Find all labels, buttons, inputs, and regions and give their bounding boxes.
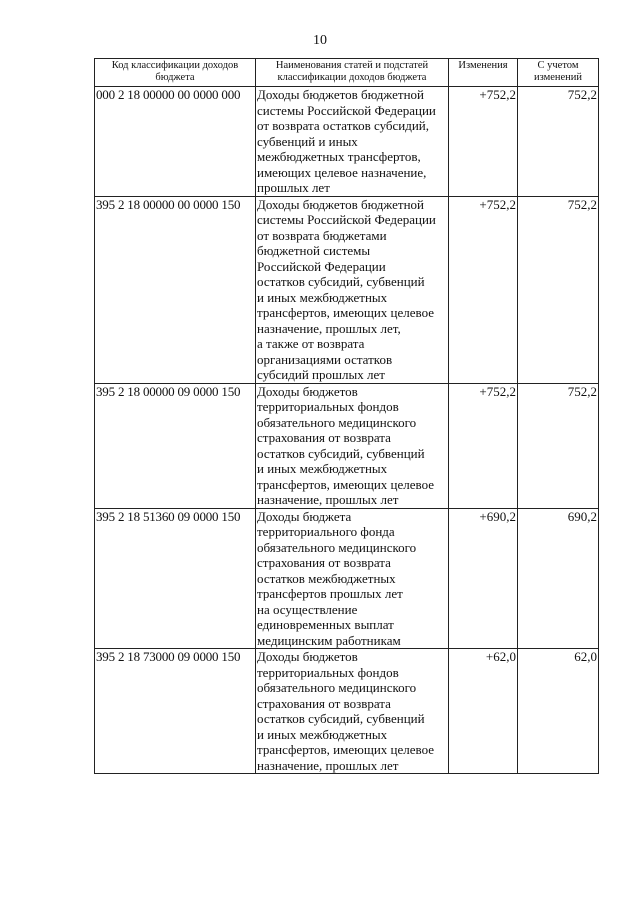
header-name: Наименования статей и подстатей классификации доходов бюджета (256, 59, 449, 87)
row-change: +752,2 (449, 87, 518, 197)
page-number: 10 (313, 33, 327, 48)
row-name-line: назначение, прошлых лет (257, 492, 399, 507)
row-name (256, 87, 449, 197)
row-name-line: страхования от возврата (257, 430, 391, 445)
row-code: 395 2 18 73000 09 0000 150 (95, 649, 256, 774)
row-total: 690,2 (518, 508, 599, 649)
row-total: 752,2 (518, 87, 599, 197)
row-name-line: и иных межбюджетных (257, 289, 388, 305)
row-change: +752,2 (449, 383, 518, 508)
row-name-line: территориальных фондов (257, 399, 399, 414)
row-name-line: Доходы бюджетов бюджетной (257, 196, 424, 212)
row-name (256, 196, 449, 383)
row-name-line: а также от возврата (257, 336, 365, 351)
row-name-line: назначение, прошлых лет, (257, 320, 401, 336)
row-code: 395 2 18 00000 09 0000 150 (95, 383, 256, 508)
row-change: +752,2 (449, 196, 518, 383)
row-name-line: остатков субсидий, субвенций (257, 445, 425, 461)
row-name-line: субвенций и иных (257, 133, 358, 149)
row-name-line: обязательного медицинского (257, 539, 417, 555)
row-name-line: организациями остатков (257, 351, 393, 367)
row-name-line: прошлых лет (257, 180, 330, 195)
row-name-line: от возврата бюджетами (257, 227, 387, 243)
row-name-line: бюджетной системы (257, 243, 371, 258)
row-code: 395 2 18 00000 00 0000 150 (95, 196, 256, 383)
revenue-classification-table (94, 58, 599, 774)
row-total: 752,2 (518, 196, 599, 383)
table-body (95, 87, 599, 774)
row-total: 62,0 (518, 649, 599, 774)
row-name-line: трансфертов, имеющих целевое (257, 742, 435, 757)
row-name-line: Доходы бюджетов (257, 649, 358, 664)
row-name-line: трансфертов, имеющих целевое (257, 305, 435, 320)
row-name-line: территориального фонда (257, 524, 395, 539)
header-code: Код классификации доходов бюджета (95, 59, 256, 87)
row-name-line: Российской Федерации (257, 258, 386, 274)
row-name-line: Доходы бюджетов (257, 383, 358, 399)
row-name-line: трансфертов, имеющих целевое (257, 476, 435, 492)
row-name-line: системы Российской Федерации (257, 212, 436, 227)
table-row (95, 649, 599, 774)
table-row (95, 383, 599, 508)
row-name-line: Доходы бюджетов бюджетной (257, 87, 424, 102)
table-row (95, 87, 599, 197)
row-code: 395 2 18 51360 09 0000 150 (95, 508, 256, 649)
row-name-line: остатков субсидий, субвенций (257, 711, 425, 726)
row-name (256, 649, 449, 774)
table-row (95, 508, 599, 649)
row-name-line: обязательного медицинского (257, 680, 417, 695)
row-name-line: межбюджетных трансфертов, (257, 149, 421, 164)
row-name-line: назначение, прошлых лет (257, 757, 399, 773)
row-name-line: системы Российской Федерации (257, 102, 436, 118)
row-name-line: единовременных выплат (257, 617, 394, 632)
row-name-line: обязательного медицинского (257, 414, 417, 430)
header-total: С учетом изменений (518, 59, 599, 87)
row-change: +62,0 (449, 649, 518, 774)
row-name-line: Доходы бюджета (257, 508, 352, 524)
header-change: Изменения (449, 59, 518, 87)
row-name-line: от возврата остатков субсидий, (257, 118, 430, 133)
row-name-line: территориальных фондов (257, 664, 399, 680)
row-change: +690,2 (449, 508, 518, 649)
row-name-line: имеющих целевое назначение, (257, 164, 427, 180)
row-name-line: субсидий прошлых лет (257, 367, 385, 382)
row-name-line: страхования от возврата (257, 555, 391, 570)
row-name-line: на осуществление (257, 601, 358, 617)
row-name (256, 383, 449, 508)
row-code: 000 2 18 00000 00 0000 000 (95, 87, 256, 197)
row-name-line: остатков межбюджетных (257, 570, 396, 586)
row-name-line: медицинским работникам (257, 632, 401, 648)
row-name (256, 508, 449, 649)
row-name-line: трансфертов прошлых лет (257, 586, 403, 601)
row-name-line: остатков субсидий, субвенций (257, 274, 425, 289)
row-name-line: страхования от возврата (257, 695, 391, 711)
row-total: 752,2 (518, 383, 599, 508)
table-row (95, 196, 599, 383)
row-name-line: и иных межбюджетных (257, 726, 388, 742)
row-name-line: и иных межбюджетных (257, 461, 388, 476)
table-header-row (95, 59, 599, 87)
